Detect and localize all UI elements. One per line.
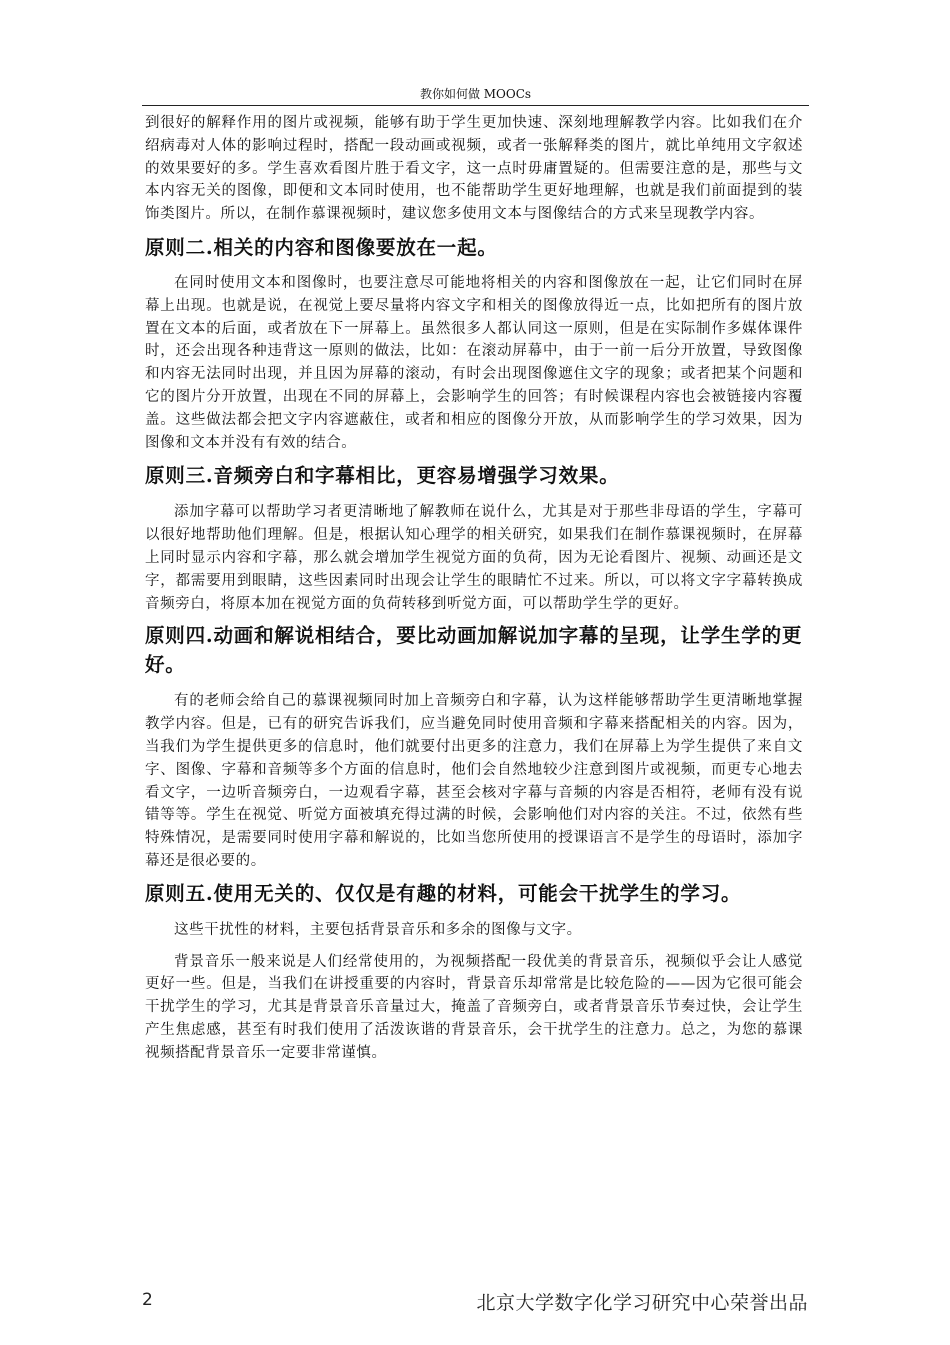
paragraph-principle-4: 有的老师会给自己的慕课视频同时加上音频旁白和字幕，认为这样能够帮助学生更清晰地掌握教学内容。但是，已有的研究告诉我们，应当避免同时使用音频和字幕来搭配相关的内容。因为，当我们为学生提供更多的信息时，他们就要付出更多的注意力，我们在屏幕上为学生提供了来自文字、图像、字幕和音频等多个方面的信息时，他们会自然地较少注意到图片或视频，而更专心地去看文字，一边听音频旁白，一边观看字幕，甚至会核对字幕与音频的内容是否相符，老师有没有说错等等。学生在视觉、听觉方面被填充得过满的时候，会影响他们对内容的关注。不过，依然有些特殊情况，是需要同时使用字幕和解说的，比如当您所使用的授课语言不是学生的母语时，添加字幕还是很必要的。 <box>145 693 803 869</box>
paragraph-principle-3: 添加字幕可以帮助学习者更清晰地了解教师在说什么，尤其是对于那些非母语的学生，字幕可以很好地帮助他们理解。但是，根据认知心理学的相关研究，如果我们在制作慕课视频时，在屏幕上同时显示内容和字幕，那么就会增加学生视觉方面的负荷，因为无论看图片、视频、动画还是文字，都需要用到眼睛，这些因素同时出现会让学生的眼睛忙不过来。所以，可以将文字字幕转换成音频旁白，将原本加在视觉方面的负荷转移到听觉方面，可以帮助学生学的更好。 <box>145 504 803 612</box>
paragraph-principle-5b: 背景音乐一般来说是人们经常使用的，为视频搭配一段优美的背景音乐，视频似乎会让人感觉更好一些。但是，当我们在讲授重要的内容时，背景音乐却常常是比较危险的——因为它很可能会干扰学生的学习，尤其是背景音乐音量过大，掩盖了音频旁白，或者背景音乐节奏过快，会让学生产生焦虑感，甚至有时我们使用了活泼诙谐的背景音乐，会干扰学生的注意力。总之，为您的慕课视频搭配背景音乐一定要非常谨慎。 <box>145 953 803 1061</box>
paragraph-gap <box>145 942 803 951</box>
header-divider <box>142 105 809 106</box>
paragraph-principle-5a: 这些干扰性的材料，主要包括背景音乐和多余的图像与文字。 <box>174 921 582 938</box>
paragraph-principle-2: 在同时使用文本和图像时，也要注意尽可能地将相关的内容和图像放在一起，让它们同时在屏幕上出现。也就是说，在视觉上要尽量将内容文字和相关的图像放得近一点，比如把所有的图片放置在文本的后面，或者放在下一屏幕上。虽然很多人都认同这一原则，但是在实际制作多媒体课件时，还会出现各种违背这一原则的做法，比如：在滚动屏幕中，由于一前一后分开放置，导致图像和内容无法同时出现，并且因为屏幕的滚动，有时会出现图像遮住文字的现象；或者把某个问题和它的图片分开放置，出现在不同的屏幕上，会影响学生的回答；有时候课程内容也会被链接内容覆盖。这些做法都会把文字内容遮蔽住，或者和相应的图像分开放，从而影响学生的学习效果，因为图像和文本并没有有效的结合。 <box>145 274 803 451</box>
section-heading-principle-4: 原则四.动画和解说相结合，要比动画加解说加字幕的呈现，让学生学的更好。 <box>145 624 803 677</box>
page-number: 2 <box>142 1290 153 1310</box>
section-heading-principle-2: 原则二.相关的内容和图像要放在一起。 <box>145 235 498 259</box>
section-heading-principle-3: 原则三.音频旁白和字幕相比，更容易增强学习效果。 <box>145 464 620 488</box>
paragraph-intro: 到很好的解释作用的图片或视频，能够有助于学生更加快速、深刻地理解教学内容。比如我们在介绍病毒对人体的影响过程时，搭配一段动画或视频，或者一张解释类的图片，就比单纯用文字叙述的效果要好的多。学生喜欢看图片胜于看文字，这一点时毋庸置疑的。但需要注意的是，那些与文本内容无关的图像，即便和文本同时使用，也不能帮助学生更好地理解，也就是我们前面提到的装饰类图片。所以，在制作慕课视频时，建议您多使用文本与图像结合的方式来呈现教学内容。 <box>145 115 803 223</box>
section-heading-principle-5: 原则五.使用无关的、仅仅是有趣的材料，可能会干扰学生的学习。 <box>145 881 742 905</box>
page-body <box>145 112 803 1065</box>
running-header: 教你如何做 MOOCs <box>419 87 532 101</box>
publisher-credit: 北京大学数字化学习研究中心荣誉出品 <box>476 1292 808 1314</box>
